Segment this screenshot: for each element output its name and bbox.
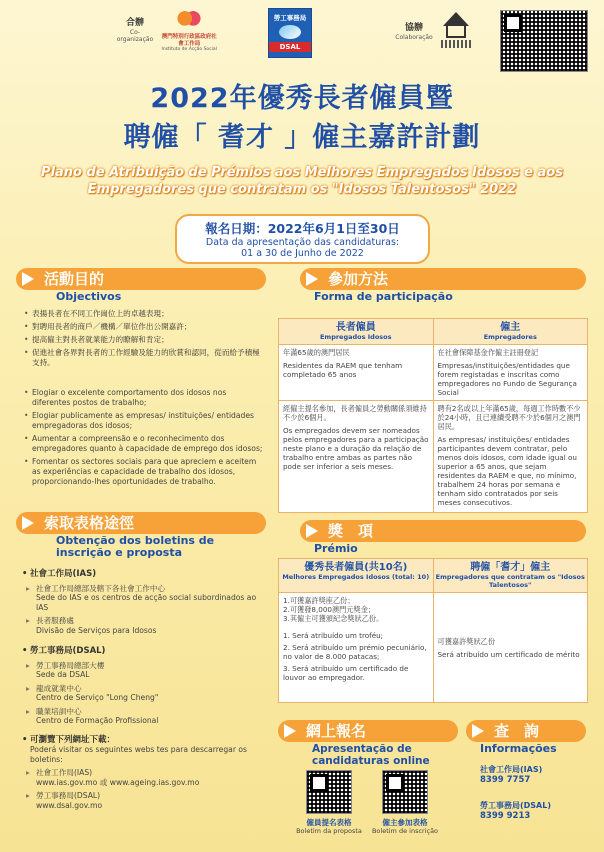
enquiry-header (466, 720, 586, 742)
item-zh: ▸ 社會工作局總部及轄下各社會工作中心 (36, 583, 166, 593)
enquiry-ias-label: 社會工作局(IAS) (480, 765, 543, 774)
list-item (22, 616, 267, 635)
cell-zh: 在社會保障基金作僱主註冊登記 (437, 348, 539, 357)
arrow-icon (306, 524, 318, 538)
qr-nomination[interactable] (306, 770, 352, 814)
participation-col-employee (279, 319, 434, 345)
participation-col-employer (433, 319, 588, 345)
prize-col-employer (433, 559, 588, 593)
participation-title: 參加方法 (328, 270, 389, 288)
prize-pt-3: 3. Será atribuído um certificado de louvor ao empregador. (283, 664, 409, 682)
prize-pt-2: 2. Será atribuído um prémio pecuniário, no valor de 8.000 patacas; (283, 643, 427, 661)
prize-title-pt: Prémio (314, 542, 358, 555)
period-pt2: 01 a 30 de Junho de 2022 (241, 248, 364, 259)
list-item: • Fomentar os sectores sociais para que apreciem e aceitem as experiências e capacidade de trabalho dos idosos, proporcionando-lhes oportunidades de trabalho. (24, 457, 264, 487)
item-zh: ▸ 長者服務處 (36, 616, 74, 625)
arrow-icon (22, 272, 34, 286)
list-item (22, 768, 267, 787)
qr1-zh: 僱員提名表格 (306, 818, 352, 827)
item-pt: Sede do IAS e os centros de acção social subordinados ao IAS (36, 593, 257, 612)
participation-header (300, 268, 586, 290)
cell-pt: Os empregados devem ser nomeados pelos empregadores para a participação neste plano e a duração da relação de trabalho entre ambas as partes não pode ser inferior a seis meses. (283, 426, 429, 471)
prize-pt-1: 1. Será atribuído um troféu; (283, 631, 384, 640)
cell-zh: 聘有2名或以上年滿65歲，每週工作時數不少於24小時，且已連續受聘不少於6個月之澳門居民。 (437, 404, 581, 431)
objectives-zh-list (24, 309, 264, 371)
list-item: • 對聘用長者的商戶／機構／單位作出公開嘉許； (24, 322, 264, 332)
list-item: • 促進社會各界對長者的工作經驗及能力的欣賞和認同，從而給予積極支持。 (24, 348, 264, 368)
header-qr-code (500, 10, 588, 72)
enquiry-dsal-label: 勞工事務局(DSAL) (480, 801, 552, 810)
web-pt: Poderá visitar os seguintes webs tes para descarregar os boletins: (30, 745, 247, 764)
qr2-zh: 僱主參加表格 (382, 818, 428, 827)
enquiry-title: 查 詢 (494, 722, 540, 740)
table-cell (433, 401, 588, 513)
arrow-icon (22, 516, 34, 530)
objectives-title-pt: Objectivos (56, 290, 122, 303)
prize-title: 獎 項 (328, 522, 374, 540)
item-zh: ▸ 職業培訓中心 (36, 706, 82, 716)
forms-list (22, 566, 267, 810)
prize-col-employee (279, 559, 434, 593)
arrow-icon (284, 724, 296, 738)
item-pt: Sede da DSAL (36, 670, 90, 679)
dsal-logo (268, 8, 312, 58)
cell-zh: 經僱主提名參加，長者僱員之勞動關係須維持不少於6個月。 (283, 404, 427, 422)
cell-pt: Residentes da RAEM que tenham completado 65 anos (283, 361, 403, 379)
prize-table (278, 558, 588, 703)
list-item (22, 684, 267, 703)
qr2-pt: Boletim de inscrição (371, 827, 439, 835)
forms-title: 索取表格途徑 (44, 514, 135, 532)
list-item (22, 707, 267, 726)
prize-col2-zh: 聘僱「耆才」僱主 (470, 562, 551, 573)
collab-logo (378, 12, 488, 52)
item-pt: Centro de Serviço "Long Cheng" (36, 693, 159, 702)
application-period (175, 214, 430, 264)
prize-zh-2: 2.可獲發8,000澳門元獎金； (283, 605, 376, 614)
cell-zh: 年滿65歲的澳門居民 (283, 348, 350, 357)
qr1-pt: Boletim da proposta (296, 827, 362, 835)
table-cell (433, 345, 588, 401)
dsal-mark-icon (279, 25, 301, 39)
prize-c2-zh: 可獲嘉許獎狀乙份 (437, 636, 496, 646)
web-dsal-link[interactable]: www.dsal.gov.mo (36, 800, 103, 810)
enquiry-dsal-phone[interactable]: 8399 9213 (480, 811, 531, 821)
period-pt1: Data da apresentação das candidaturas: (205, 237, 400, 248)
item-pt: Centro de Formação Profissional (36, 716, 159, 725)
arrow-icon (306, 272, 318, 286)
cell-pt: As empresas/ instituições/ entidades participantes devem contratar, pelo menos dois idosos, com idade igual ou superior a 65 anos, que sejam residentes da RAEM e que, no mínimo, trabalhem 24 horas por semana e tenham sido contratados por seis meses consecutivos. (437, 435, 577, 507)
prize-zh-3: 3.其僱主可獲頒紀念獎狀乙份。 (283, 614, 384, 623)
collab-label-zh: 協辦 (404, 23, 423, 33)
coorg-label-zh: 合辦 (125, 17, 144, 28)
dsal-abbr: DSAL (269, 42, 311, 52)
period-zh: 報名日期：2022年6月1日至30日 (205, 221, 400, 236)
dsal-logo-label: 勞工事務局 (273, 14, 307, 22)
dsal-title: • 勞工事務局(DSAL) (22, 647, 267, 657)
table-cell (279, 593, 434, 703)
item-zh: ▸ 勞工事務局總部大樓 (36, 660, 105, 670)
col2-zh: 僱主 (500, 322, 521, 333)
web-title: • 可瀏覽下列網址下載： (22, 736, 267, 746)
cell-pt: Empresas/instituições/entidades que forem registadas e inscritas como empregadores no Fundo de Segurança Social (437, 361, 577, 397)
list-item: • Elogiar publicamente as empresas/ instituições/ entidades empregadoras dos idosos; (24, 411, 264, 431)
item-zh: ▸ 龍成就業中心 (36, 683, 82, 693)
title-pt: Plano de Atribuição de Prémios aos Melhores Empregados Idosos e aos Empregadores que contratam os "Idosos Talentosos" 2022 (41, 165, 563, 197)
web-dsal-label: ▸ 勞工事務局(DSAL) (36, 791, 101, 800)
coorg-label-pt: Co-organização (116, 28, 154, 43)
coorg-logo (118, 8, 218, 53)
table-cell (279, 401, 434, 513)
arrow-icon (472, 724, 484, 738)
col2-pt: Empregadores (483, 333, 537, 341)
title-line1: 2022年優秀長者僱員暨 (150, 83, 454, 114)
coorg-name: 澳門特別行政區政府社會工作局 (161, 34, 217, 47)
prize-col2-pt: Empregadores que contratam os "Idosos Talentosos" (435, 573, 585, 589)
collab-house-icon (441, 12, 471, 52)
web-ias-label: ▸ 社會工作局(IAS) (36, 768, 93, 777)
item-pt: Divisão de Serviços para Idosos (36, 625, 157, 635)
participation-table (278, 318, 588, 513)
ias-title: • 社會工作局(IAS) (22, 570, 267, 580)
col1-pt: Empregados Idosos (319, 333, 392, 341)
prize-zh-1: 1.可獲嘉許獎座乙份； (283, 596, 355, 605)
participation-title-pt: Forma de participação (314, 290, 453, 303)
prize-col1-zh: 優秀長者僱員(共10名) (304, 562, 408, 573)
list-item (22, 661, 267, 680)
ias-logo-icon (175, 8, 203, 34)
table-cell (433, 593, 588, 703)
online-header (278, 720, 458, 742)
qr1-caption (290, 818, 368, 836)
objectives-title: 活動目的 (44, 270, 105, 288)
qr2-caption (366, 818, 444, 836)
prize-c2-pt: Será atribuído um certificado de mérito (437, 649, 580, 659)
list-item (22, 584, 267, 613)
qr-registration[interactable] (382, 770, 428, 814)
objectives-pt-list (24, 388, 264, 490)
title-line2: 聘僱「 耆才 」僱主嘉許計劃 (123, 122, 481, 153)
col1-zh: 長者僱員 (335, 322, 376, 333)
list-item: • 提高僱主對長者就業能力的瞭解和肯定； (24, 335, 264, 345)
enquiry-title-pt: Informações (480, 742, 557, 755)
online-title-pt: Apresentação de candidaturas online (312, 743, 430, 767)
collab-label-pt: Colaboração (395, 33, 433, 41)
list-item (22, 791, 267, 810)
coorg-name-pt: Instituto de Acção Social (161, 47, 217, 53)
list-item: • 表揚長者在不同工作崗位上的卓越表現； (24, 309, 264, 319)
forms-title-pt: Obtenção dos boletins de inscrição e proposta (56, 534, 215, 559)
objectives-header (16, 268, 266, 290)
web-ias-link[interactable]: www.ias.gov.mo 或 www.ageing.ias.gov.mo (36, 777, 200, 787)
prize-header (300, 520, 586, 542)
online-title: 網上報名 (306, 722, 367, 740)
list-item: • Elogiar o excelente comportamento dos idosos nos diferentes postos de trabalho; (24, 388, 264, 408)
forms-header (16, 512, 266, 534)
enquiry-ias-phone[interactable]: 8399 7757 (480, 775, 531, 785)
prize-col1-pt: Melhores Empregados Idosos (total: 10) (282, 573, 430, 581)
table-cell (279, 345, 434, 401)
list-item: • Aumentar a compreensão e o reconhecimento dos empregadores quanto à capacidade de emprego dos idosos; (24, 434, 264, 454)
